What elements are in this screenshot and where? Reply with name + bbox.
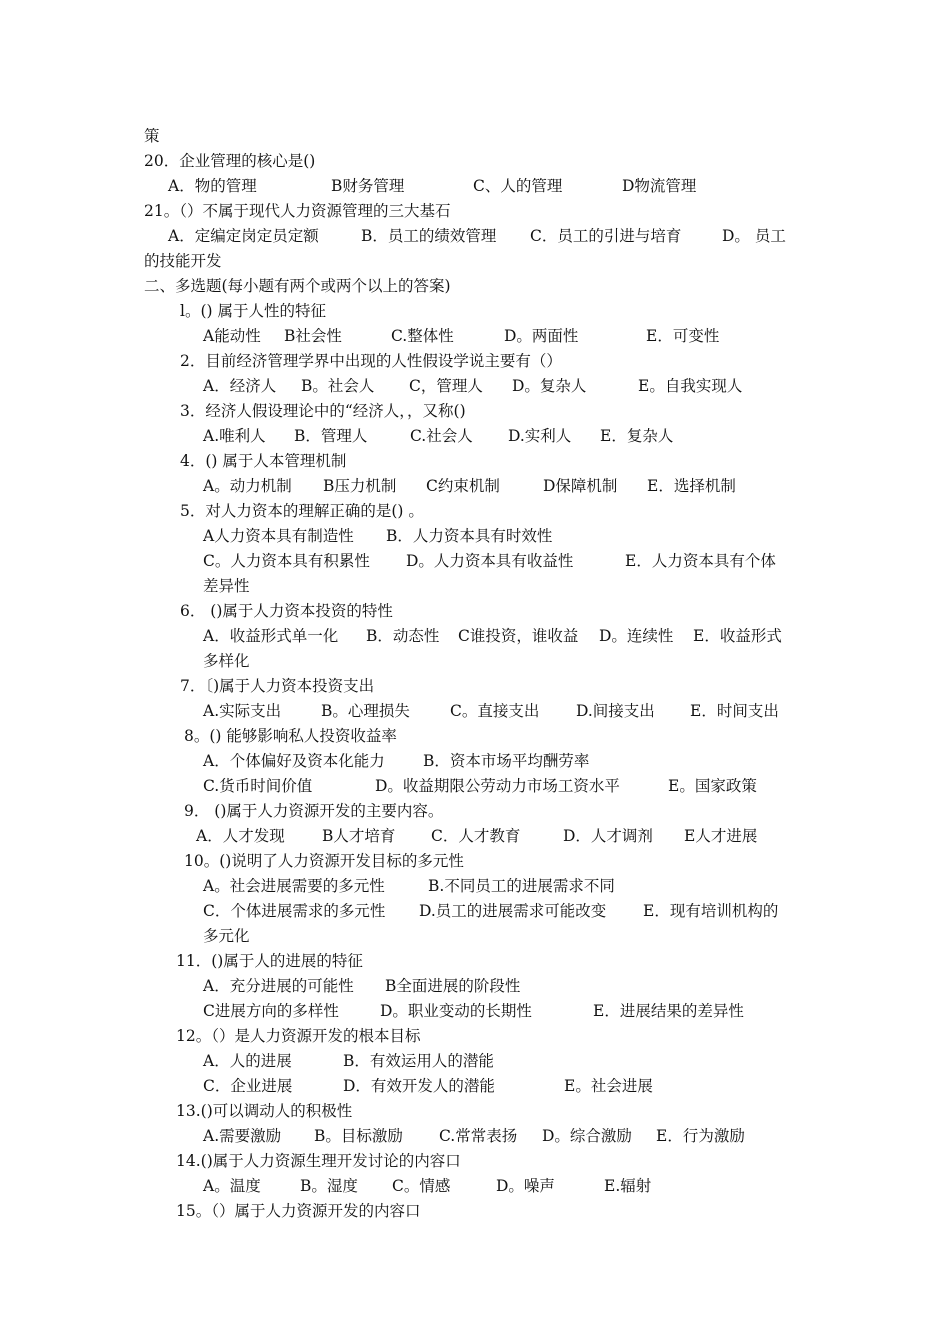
text-line <box>0 349 950 374</box>
text-line <box>0 849 950 874</box>
text-segment: 21。（）不属于现代人力资源管理的三大基石 <box>144 202 451 220</box>
text-segment: A。社会进展需要的多元性 <box>203 877 385 895</box>
text-line <box>0 1149 950 1174</box>
text-line <box>0 149 950 174</box>
text-segment: E。社会进展 <box>564 1077 653 1095</box>
text-segment: A．充分进展的可能性 <box>203 977 354 995</box>
text-segment: B.不同员工的进展需求不同 <box>428 877 615 895</box>
text-segment: A．经济人 <box>203 377 277 395</box>
text-segment: C谁投资，谁收益 <box>458 627 579 645</box>
text-segment: 20．企业管理的核心是() <box>144 152 316 170</box>
text-segment: C．个体进展需求的多元性 <box>203 902 386 920</box>
text-segment: C，管理人 <box>409 377 483 395</box>
text-segment: 7．〔)属于人力资本投资支出 <box>180 677 375 695</box>
text-line <box>0 1199 950 1224</box>
text-line <box>0 524 950 549</box>
text-segment: D．人才调剂 <box>563 827 653 845</box>
text-segment: C。情感 <box>392 1177 451 1195</box>
text-segment: 11．()属于人的进展的特征 <box>176 952 363 970</box>
text-segment: A．物的管理 <box>168 177 257 195</box>
text-segment: C进展方向的多样性 <box>203 1002 339 1020</box>
text-line <box>0 1049 950 1074</box>
text-segment: 4．() 属于人本管理机制 <box>180 452 347 470</box>
text-segment: 2．目前经济管理学界中出现的人性假设学说主要有（） <box>180 352 562 370</box>
text-segment: 多样化 <box>203 652 250 670</box>
text-segment: A.唯利人 <box>203 427 266 445</box>
text-line <box>0 824 950 849</box>
text-line <box>0 499 950 524</box>
text-segment: B压力机制 <box>323 477 397 495</box>
text-segment: A．个体偏好及资本化能力 <box>203 752 385 770</box>
text-segment: E．时间支出 <box>690 702 779 720</box>
text-segment: A。动力机制 <box>203 477 292 495</box>
text-line <box>0 999 950 1024</box>
text-line <box>0 1174 950 1199</box>
text-segment: A．定编定岗定员定额 <box>168 227 319 245</box>
text-line <box>0 1074 950 1099</box>
text-line <box>0 574 950 599</box>
text-line <box>0 299 950 324</box>
text-line <box>0 974 950 999</box>
text-segment: C。人力资本具有积累性 <box>203 552 370 570</box>
text-segment: D物流管理 <box>622 177 697 195</box>
text-segment: 差异性 <box>203 577 250 595</box>
text-segment: D。职业变动的长期性 <box>380 1002 532 1020</box>
text-segment: 9． ()属于人力资源开发的主要内容。 <box>184 802 444 820</box>
text-segment: C.社会人 <box>410 427 473 445</box>
text-segment: C、人的管理 <box>473 177 563 195</box>
text-segment: B。社会人 <box>301 377 375 395</box>
text-segment: 13.()可以调动人的积极性 <box>176 1102 353 1120</box>
text-segment: 12。（）是人力资源开发的根本目标 <box>176 1027 421 1045</box>
text-segment: E。自我实现人 <box>638 377 743 395</box>
text-segment: A。温度 <box>203 1177 261 1195</box>
text-line <box>0 324 950 349</box>
text-segment: D。复杂人 <box>512 377 587 395</box>
text-segment: A．收益形式单一化 <box>203 627 339 645</box>
text-segment: B．管理人 <box>294 427 368 445</box>
text-segment: B．人力资本具有时效性 <box>386 527 553 545</box>
text-segment: 5．对人力资本的理解正确的是() 。 <box>180 502 424 520</box>
text-segment: C．人才教育 <box>431 827 521 845</box>
text-segment: 6． ()属于人力资本投资的特性 <box>180 602 393 620</box>
text-line <box>0 474 950 499</box>
text-segment: C.货币时间价值 <box>203 777 313 795</box>
text-segment: C.常常表扬 <box>439 1127 518 1145</box>
text-segment: E.辐射 <box>604 1177 652 1195</box>
text-segment: B全面进展的阶段性 <box>385 977 521 995</box>
text-segment: E．进展结果的差异性 <box>593 1002 744 1020</box>
text-line <box>0 224 950 249</box>
text-segment: A．人才发现 <box>196 827 285 845</box>
text-line <box>0 724 950 749</box>
text-segment: B财务管理 <box>331 177 405 195</box>
text-segment: A人力资本具有制造性 <box>203 527 354 545</box>
text-line <box>0 1124 950 1149</box>
text-segment: 二、多选题(每小题有两个或两个以上的答案) <box>144 277 451 295</box>
text-segment: D。收益期限公劳动力市场工资水平 <box>375 777 620 795</box>
text-line <box>0 949 950 974</box>
text-line <box>0 374 950 399</box>
text-line <box>0 449 950 474</box>
text-segment: E．现有培训机构的 <box>643 902 779 920</box>
text-line <box>0 424 950 449</box>
text-segment: D.间接支出 <box>576 702 655 720</box>
text-segment: B。湿度 <box>300 1177 358 1195</box>
text-segment: E人才进展 <box>684 827 758 845</box>
text-segment: 多元化 <box>203 927 250 945</box>
text-line <box>0 674 950 699</box>
text-segment: l。() 属于人性的特征 <box>180 302 326 320</box>
text-segment: C。直接支出 <box>450 702 540 720</box>
text-segment: 8。() 能够影响私人投资收益率 <box>184 727 397 745</box>
text-segment: E．行为激励 <box>656 1127 745 1145</box>
text-line <box>0 774 950 799</box>
text-line <box>0 874 950 899</box>
text-segment: D。噪声 <box>496 1177 555 1195</box>
text-line <box>0 174 950 199</box>
text-line <box>0 249 950 274</box>
text-line <box>0 1099 950 1124</box>
text-segment: D.实利人 <box>508 427 572 445</box>
text-line <box>0 1024 950 1049</box>
text-segment: C.整体性 <box>391 327 454 345</box>
text-line <box>0 624 950 649</box>
text-segment: E．可变性 <box>646 327 720 345</box>
text-line <box>0 924 950 949</box>
text-segment: 10。()说明了人力资源开发目标的多元性 <box>184 852 464 870</box>
text-segment: C．员工的引进与培育 <box>530 227 682 245</box>
text-segment: B人才培育 <box>322 827 396 845</box>
text-segment: D。人力资本具有收益性 <box>406 552 574 570</box>
text-segment: D。综合激励 <box>542 1127 632 1145</box>
text-segment: B。目标激励 <box>314 1127 403 1145</box>
text-segment: E．选择机制 <box>647 477 736 495</box>
text-line <box>0 599 950 624</box>
text-segment: 的技能开发 <box>144 252 222 270</box>
text-segment: C约束机制 <box>426 477 500 495</box>
text-segment: D．有效开发人的潜能 <box>343 1077 495 1095</box>
text-segment: B．员工的绩效管理 <box>361 227 497 245</box>
text-line <box>0 749 950 774</box>
text-segment: B．资本市场平均酬劳率 <box>423 752 590 770</box>
text-line <box>0 799 950 824</box>
text-segment: E．人力资本具有个体 <box>625 552 776 570</box>
text-segment: 3．经济人假设理论中的“经济人，，又称() <box>180 402 466 420</box>
text-line <box>0 399 950 424</box>
text-segment: B社会性 <box>284 327 342 345</box>
text-line <box>0 899 950 924</box>
text-segment: E。国家政策 <box>668 777 757 795</box>
text-line <box>0 649 950 674</box>
text-segment: 14.()属于人力资源生理开发讨论的内容口 <box>176 1152 461 1170</box>
text-segment: C．企业进展 <box>203 1077 293 1095</box>
text-segment: A能动性 <box>203 327 261 345</box>
text-segment: D保障机制 <box>543 477 618 495</box>
text-segment: E．复杂人 <box>600 427 674 445</box>
text-segment: A.实际支出 <box>203 702 282 720</box>
text-segment: D。 员工 <box>722 227 786 245</box>
text-line <box>0 274 950 299</box>
text-segment: D.员工的进展需求可能改变 <box>419 902 607 920</box>
text-segment: B。心理损失 <box>321 702 410 720</box>
text-segment: 策 <box>144 127 160 145</box>
text-segment: A．人的进展 <box>203 1052 292 1070</box>
text-segment: A.需要激励 <box>203 1127 282 1145</box>
text-segment: B．动态性 <box>366 627 440 645</box>
text-segment: 15。（）属于人力资源开发的内容口 <box>176 1202 421 1220</box>
text-line <box>0 124 950 149</box>
text-segment: D。连续性 <box>599 627 674 645</box>
text-segment: E．收益形式 <box>693 627 782 645</box>
text-line <box>0 699 950 724</box>
text-segment: D。两面性 <box>504 327 579 345</box>
text-line <box>0 199 950 224</box>
text-segment: B．有效运用人的潜能 <box>343 1052 494 1070</box>
text-line <box>0 549 950 574</box>
